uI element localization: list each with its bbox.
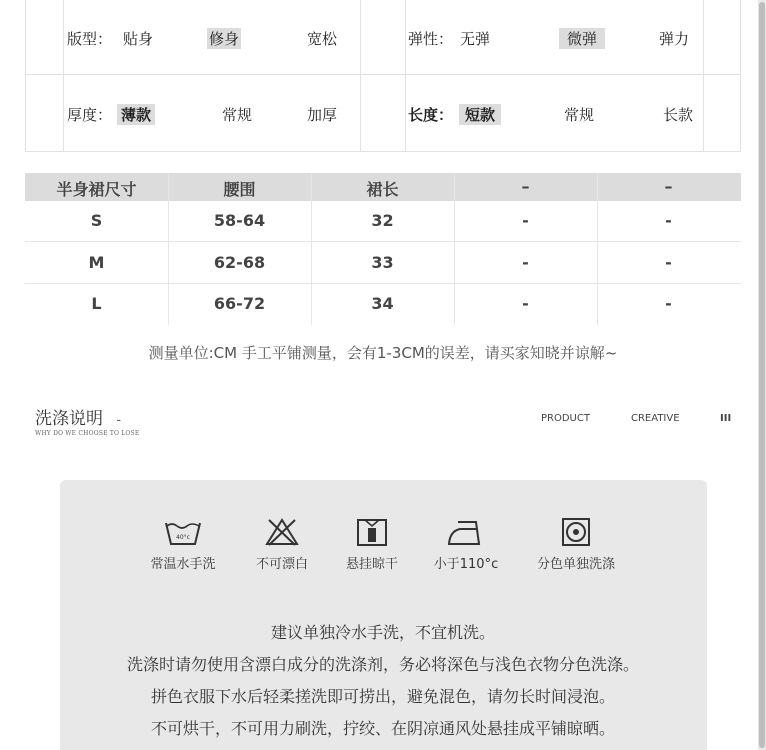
size-header-cell: 腰围 bbox=[223, 180, 256, 199]
fit-option-selected: 修身 bbox=[209, 30, 240, 48]
divider bbox=[360, 0, 361, 152]
wash-instruction: 洗涤时请勿使用含漂白成分的洗涤剂，务必将深色与浅色衣物分色洗涤。 bbox=[126, 655, 639, 674]
size-header-cell: 半身裙尺寸 bbox=[56, 180, 137, 199]
nav-creative: CREATIVE bbox=[631, 413, 680, 424]
elasticity-option: 弹力 bbox=[659, 30, 690, 48]
measurement-note: 测量单位:CM 手工平铺测量，会有1-3CM的误差，请买家知晓并谅解~ bbox=[148, 344, 618, 362]
size-cell: - bbox=[522, 211, 529, 230]
care-label: 小于110°c bbox=[433, 557, 499, 572]
no-bleach-icon bbox=[265, 517, 299, 547]
divider bbox=[25, 151, 741, 152]
divider bbox=[25, 74, 741, 75]
nav-product: PRODUCT bbox=[541, 413, 590, 424]
size-cell: L bbox=[91, 294, 102, 313]
divider bbox=[25, 241, 741, 242]
size-cell: 62-68 bbox=[213, 253, 266, 272]
care-item-separate-wash bbox=[529, 517, 623, 572]
wash-instruction: 不可烘干，不可用力刷洗，拧绞、在阴凉通风处悬挂成平铺晾晒。 bbox=[150, 719, 615, 738]
thickness-option: 常规 bbox=[222, 106, 253, 124]
divider bbox=[25, 283, 741, 284]
divider bbox=[405, 0, 406, 152]
care-label: 分色单独洗涤 bbox=[536, 557, 615, 572]
fit-label: 版型： bbox=[67, 30, 113, 48]
size-cell: - bbox=[522, 253, 529, 272]
product-properties bbox=[25, 0, 741, 152]
size-header-cell: 裙长 bbox=[366, 180, 399, 199]
size-cell: 32 bbox=[371, 211, 394, 230]
thickness-option-selected: 薄款 bbox=[117, 104, 155, 125]
handwash-icon bbox=[164, 517, 202, 547]
care-item-handwash bbox=[138, 517, 228, 572]
size-cell: - bbox=[665, 253, 672, 272]
washing-subtitle: WHY DO WE CHOOSE TO LOSE bbox=[35, 430, 140, 437]
size-header-cell: – bbox=[664, 177, 673, 196]
care-item-iron bbox=[421, 517, 511, 572]
thickness-label: 厚度： bbox=[67, 106, 113, 124]
wash-instruction: 建议单独冷水手洗，不宜机洗。 bbox=[270, 623, 495, 642]
size-cell: 66-72 bbox=[213, 294, 266, 313]
size-cell: 58-64 bbox=[213, 211, 266, 230]
divider bbox=[740, 0, 741, 152]
scrollbar-thumb[interactable] bbox=[759, 2, 765, 748]
length-option: 常规 bbox=[564, 106, 595, 124]
size-cell: - bbox=[665, 294, 672, 313]
size-cell: S bbox=[90, 211, 103, 230]
size-header-cell: – bbox=[521, 177, 530, 196]
size-cell: M bbox=[88, 253, 105, 272]
wash-instruction: 拼色衣服下水后轻柔搓洗即可捞出，避免混色，请勿长时间浸泡。 bbox=[150, 687, 615, 706]
size-cell: 33 bbox=[371, 253, 394, 272]
elasticity-option: 无弹 bbox=[460, 30, 491, 48]
care-item-hang-dry bbox=[327, 517, 417, 572]
nav-menu-marker: III bbox=[720, 413, 732, 424]
size-cell: - bbox=[522, 294, 529, 313]
washing-title-dash: - bbox=[116, 413, 122, 428]
care-label: 常温水手洗 bbox=[150, 557, 216, 572]
handwash-temperature: 40°c bbox=[176, 534, 190, 541]
care-label: 不可漂白 bbox=[255, 557, 308, 572]
fit-option: 宽松 bbox=[307, 30, 338, 48]
length-label: 长度： bbox=[408, 106, 454, 124]
care-item-no-bleach bbox=[237, 517, 327, 572]
washing-title-text: 洗涤说明 bbox=[35, 409, 103, 429]
hang-dry-icon bbox=[355, 517, 389, 547]
scrollbar[interactable] bbox=[758, 0, 766, 750]
divider bbox=[63, 0, 64, 152]
length-option: 长款 bbox=[663, 106, 694, 124]
size-cell: - bbox=[665, 211, 672, 230]
care-label: 悬挂晾干 bbox=[345, 557, 398, 572]
elasticity-option-selected: 微弹 bbox=[559, 28, 605, 49]
divider bbox=[25, 0, 26, 152]
fit-option: 贴身 bbox=[123, 30, 154, 48]
washing-title bbox=[35, 404, 121, 429]
iron-icon bbox=[446, 517, 486, 547]
size-cell: 34 bbox=[371, 294, 394, 313]
length-option-selected: 短款 bbox=[459, 104, 501, 125]
separate-wash-icon bbox=[560, 517, 592, 547]
elasticity-label: 弹性： bbox=[408, 30, 454, 48]
thickness-option: 加厚 bbox=[307, 106, 338, 124]
divider bbox=[703, 0, 704, 152]
